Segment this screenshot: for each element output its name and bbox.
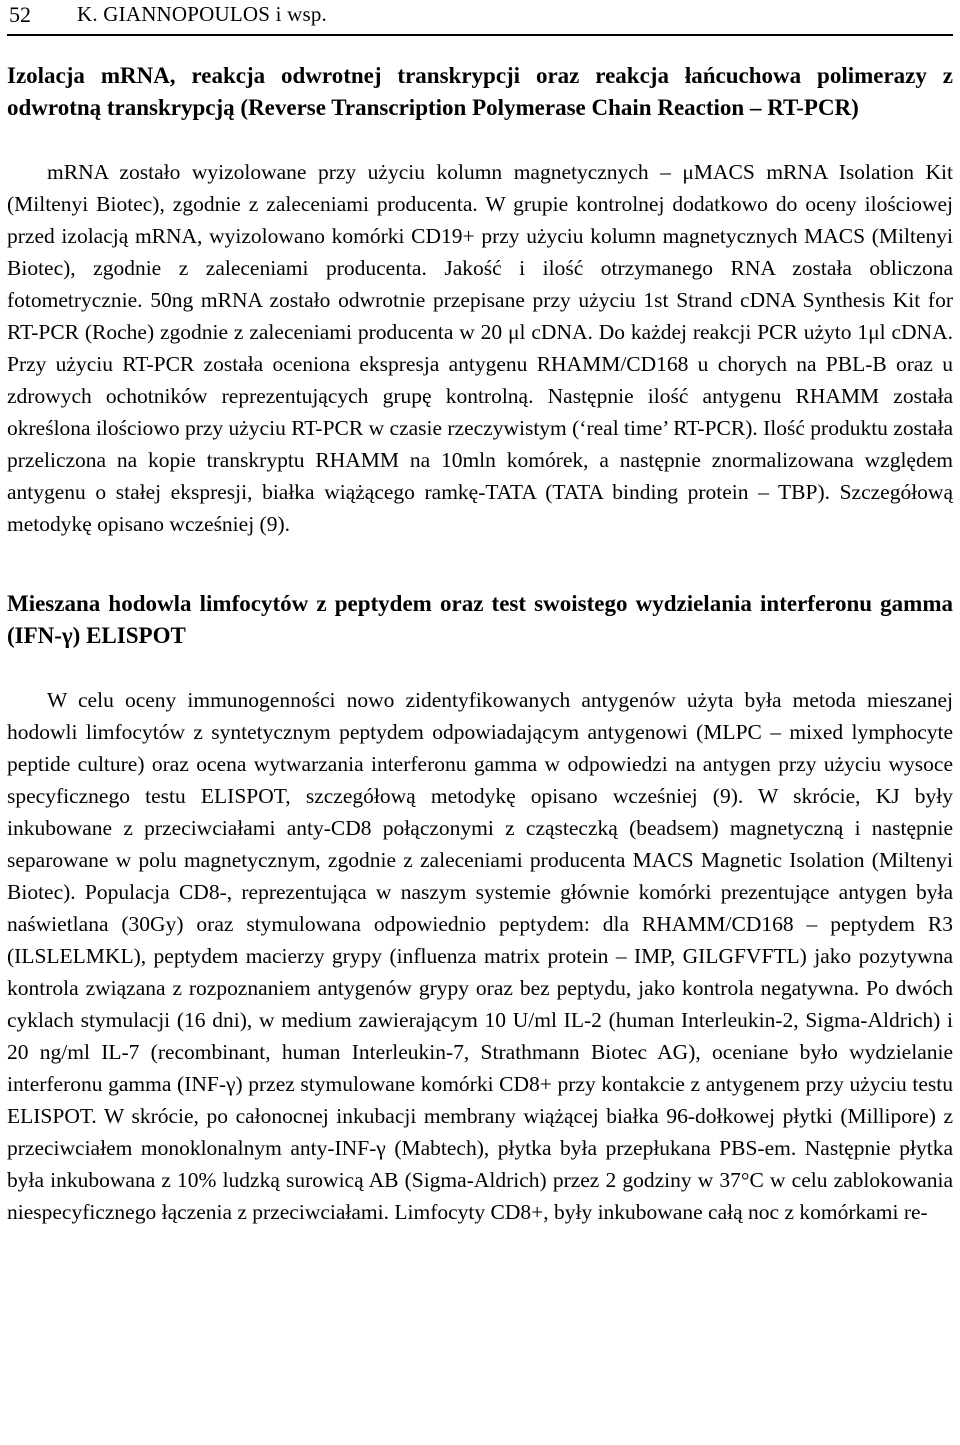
- section-elispot: [7, 588, 953, 1228]
- body-paragraph: mRNA zostało wyizolowane przy użyciu kolumn magnetycznych – μMACS mRNA Isolation Kit (Miltenyi Biotec), zgodnie z zaleceniami producenta. W grupie kontrolnej dodatkowo do oceny ilościowej przed izolacją mRNA, wyizolowano komórki CD19+ przy użyciu kolumn magnetycznych MACS (Miltenyi Biotec), zgodnie z zaleceniami producenta. Jakość i ilość otrzymanego RNA została obliczona fotometrycznie. 50ng mRNA zostało odwrotnie przepisane przy użyciu 1st Strand cDNA Synthesis Kit for RT-PCR (Roche) zgodnie z zaleceniami producenta w 20 μl cDNA. Do każdej reakcji PCR użyto 1μl cDNA. Przy użyciu RT-PCR została oceniona ekspresja antygenu RHAMM/CD168 u chorych na PBL-B oraz u zdrowych ochotników reprezentujących grupę kontrolną. Następnie ilość antygenu RHAMM została określona ilościowo przy użyciu RT-PCR w czasie rzeczywistym (‘real time’ RT-PCR). Ilość produktu została przeliczona na kopie transkryptu RHAMM na 10mln komórek, a następnie znormalizowana względem antygenu o stałej ekspresji, białka wiążącego ramkę-TATA (TATA binding protein – TBP). Szczegółową metodykę opisano wcześniej (9).: [7, 160, 953, 536]
- running-head: K. GIANNOPOULOS i wsp.: [77, 2, 327, 26]
- page-number: 52: [9, 2, 31, 27]
- section-heading: Izolacja mRNA, reakcja odwrotnej transkrypcji oraz reakcja łańcuchowa polimerazy z odwrotną transkrypcją (Reverse Transcription Polymerase Chain Reaction – RT-PCR): [7, 63, 953, 120]
- page-body: [7, 60, 953, 1228]
- section-heading: Mieszana hodowla limfocytów z peptydem oraz test swoistego wydzielania interferonu gamma (IFN-γ) ELISPOT: [7, 591, 953, 648]
- page-header: [7, 0, 953, 36]
- section-rna-isolation: [7, 60, 953, 540]
- body-paragraph: W celu oceny immunogenności nowo zidentyfikowanych antygenów użyta była metoda mieszanej hodowli limfocytów z syntetycznym peptydem odpowiadającym antygenowi (MLPC – mixed lymphocyte peptide culture) oraz ocena wytwarzania interferonu gamma w odpowiedzi na antygen przy użyciu wysoce specyficznego testu ELISPOT, szczegółową metodykę opisano wcześniej (9). W skrócie, KJ były inkubowane z przeciwciałami anty-CD8 połączonymi z cząsteczką (beadsem) magnetyczną i następnie separowane w polu magnetycznym, zgodnie z zaleceniami producenta MACS Magnetic Isolation (Miltenyi Biotec). Populacja CD8-, reprezentująca w naszym systemie głównie komórki prezentujące antygen była naświetlana (30Gy) oraz stymulowana odpowiednio peptydem: dla RHAMM/CD168 – peptydem R3 (ILSLELMKL), peptydem macierzy grypy (influenza matrix protein – IMP, GILGFVFTL) jako pozytywna kontrola związana z rozpoznaniem antygenów grypy oraz bez peptydu, jako kontrola negatywna. Po dwóch cyklach stymulacji (16 dni), w medium zawierającym 10 U/ml IL-2 (human Interleukin-2, Sigma-Aldrich) i 20 ng/ml IL-7 (recombinant, human Interleukin-7, Strathmann Biotec AG), oceniane było wydzielanie interferonu gamma (INF-γ) przez stymulowane komórki CD8+ przy kontakcie z antygenem przy użyciu testu ELISPOT. W skrócie, po całonocnej inkubacji membrany wiążącej białka 96-dołkowej płytki (Millipore) z przeciwciałem monoklonalnym anty-INF-γ (Mabtech), płytka była przepłukana PBS-em. Następnie płytka była inkubowana z 10% ludzką surowicą AB (Sigma-Aldrich) przez 2 godziny w 37°C w celu zablokowania niespecyficznego łączenia z przeciwciałami. Limfocyty CD8+, były inkubowane całą noc z komórkami re-: [7, 688, 953, 1224]
